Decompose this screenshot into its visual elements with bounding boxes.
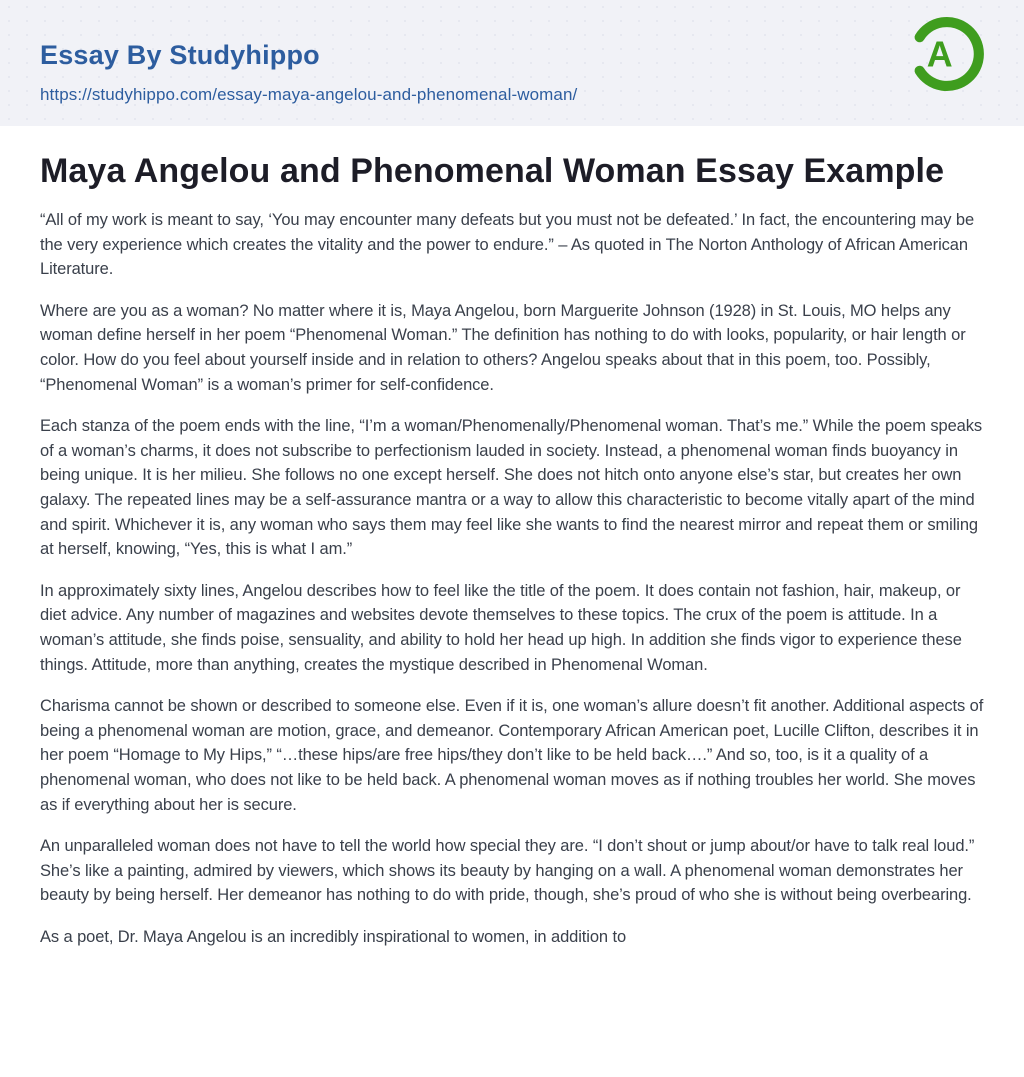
essay-body [40,208,984,949]
article [0,126,1024,997]
paragraph-1: “All of my work is meant to say, ‘You may encounter many defeats but you must not be defeated.’ In fact, the encountering may be the very experience which creates the vitality and the power to endure.” – As quoted in The Norton Anthology of African American Literature. [40,211,975,279]
paragraph-7: As a poet, Dr. Maya Angelou is an incredibly inspirational to women, in addition to [40,927,627,946]
paragraph-3: Each stanza of the poem ends with the line, “I’m a woman/Phenomenally/Phenomenal woman. That’s me.” While the poem speaks of a woman’s charms, it does not subscribe to perfectionism lauded in society. Instead, a phenomenal woman finds buoyancy in being unique. It is her milieu. She follows no one except herself. She does not hitch onto anyone else’s star, but creates her own galaxy. The repeated lines may be a self-assurance mantra or a way to allow this characteristic to become vitally apart of the mind and spirit. Whichever it is, any woman who says them may feel like she wants to find the nearest mirror and repeat them or smiling at herself, knowing, “Yes, this is what I am.” [40,417,983,559]
paragraph-6: An unparalleled woman does not have to tell the world how special they are. “I don’t shout or jump about/or have to talk real loud.” She’s like a painting, admired by viewers, which shows its beauty by hanging on a wall. A phenomenal woman demonstrates her beauty by being herself. Her demeanor has nothing to do with pride, though, she’s proud of who she is without being overbearing. [40,837,975,905]
header [0,0,1024,126]
logo-ring-icon [907,15,985,93]
paragraph-4: In approximately sixty lines, Angelou describes how to feel like the title of the poem. It does contain not fashion, hair, makeup, or diet advice. Any number of magazines and websites devote themselves to these topics. The crux of the poem is attitude. In a woman’s attitude, she finds poise, sensuality, and ability to hold her head up high. In addition she finds vigor to experience these things. Attitude, more than anything, creates the mystique described in Phenomenal Woman. [40,581,962,674]
page-title: Maya Angelou and Phenomenal Woman Essay Example [40,152,945,190]
studyhippo-logo [907,15,985,93]
paragraph-2: Where are you as a woman? No matter where it is, Maya Angelou, born Marguerite Johnson (1928) in St. Louis, MO helps any woman define herself in her poem “Phenomenal Woman.” The definition has nothing to do with looks, popularity, or hair length or color. How do you feel about yourself inside and in relation to others? Angelou speaks about that in this poem, too. Possibly, “Phenomenal Woman” is a woman’s primer for self-confidence. [40,301,966,394]
page-url-link[interactable]: https://studyhippo.com/essay-maya-angelou-and-phenomenal-woman/ [40,85,578,104]
logo-letter: A [926,34,953,75]
paragraph-5: Charisma cannot be shown or described to someone else. Even if it is, one woman’s allure doesn’t fit another. Additional aspects of being a phenomenal woman are motion, grace, and demeanor. Contemporary African American poet, Lucille Clifton, describes it in her poem “Homage to My Hips,” “…these hips/are free hips/they don’t like to be held back….” And so, too, is it a quality of a phenomenal woman, who does not like to be held back. A phenomenal woman moves as if nothing troubles her world. She moves as if everything about her is secure. [40,697,984,814]
site-title: Essay By Studyhippo [40,40,320,70]
